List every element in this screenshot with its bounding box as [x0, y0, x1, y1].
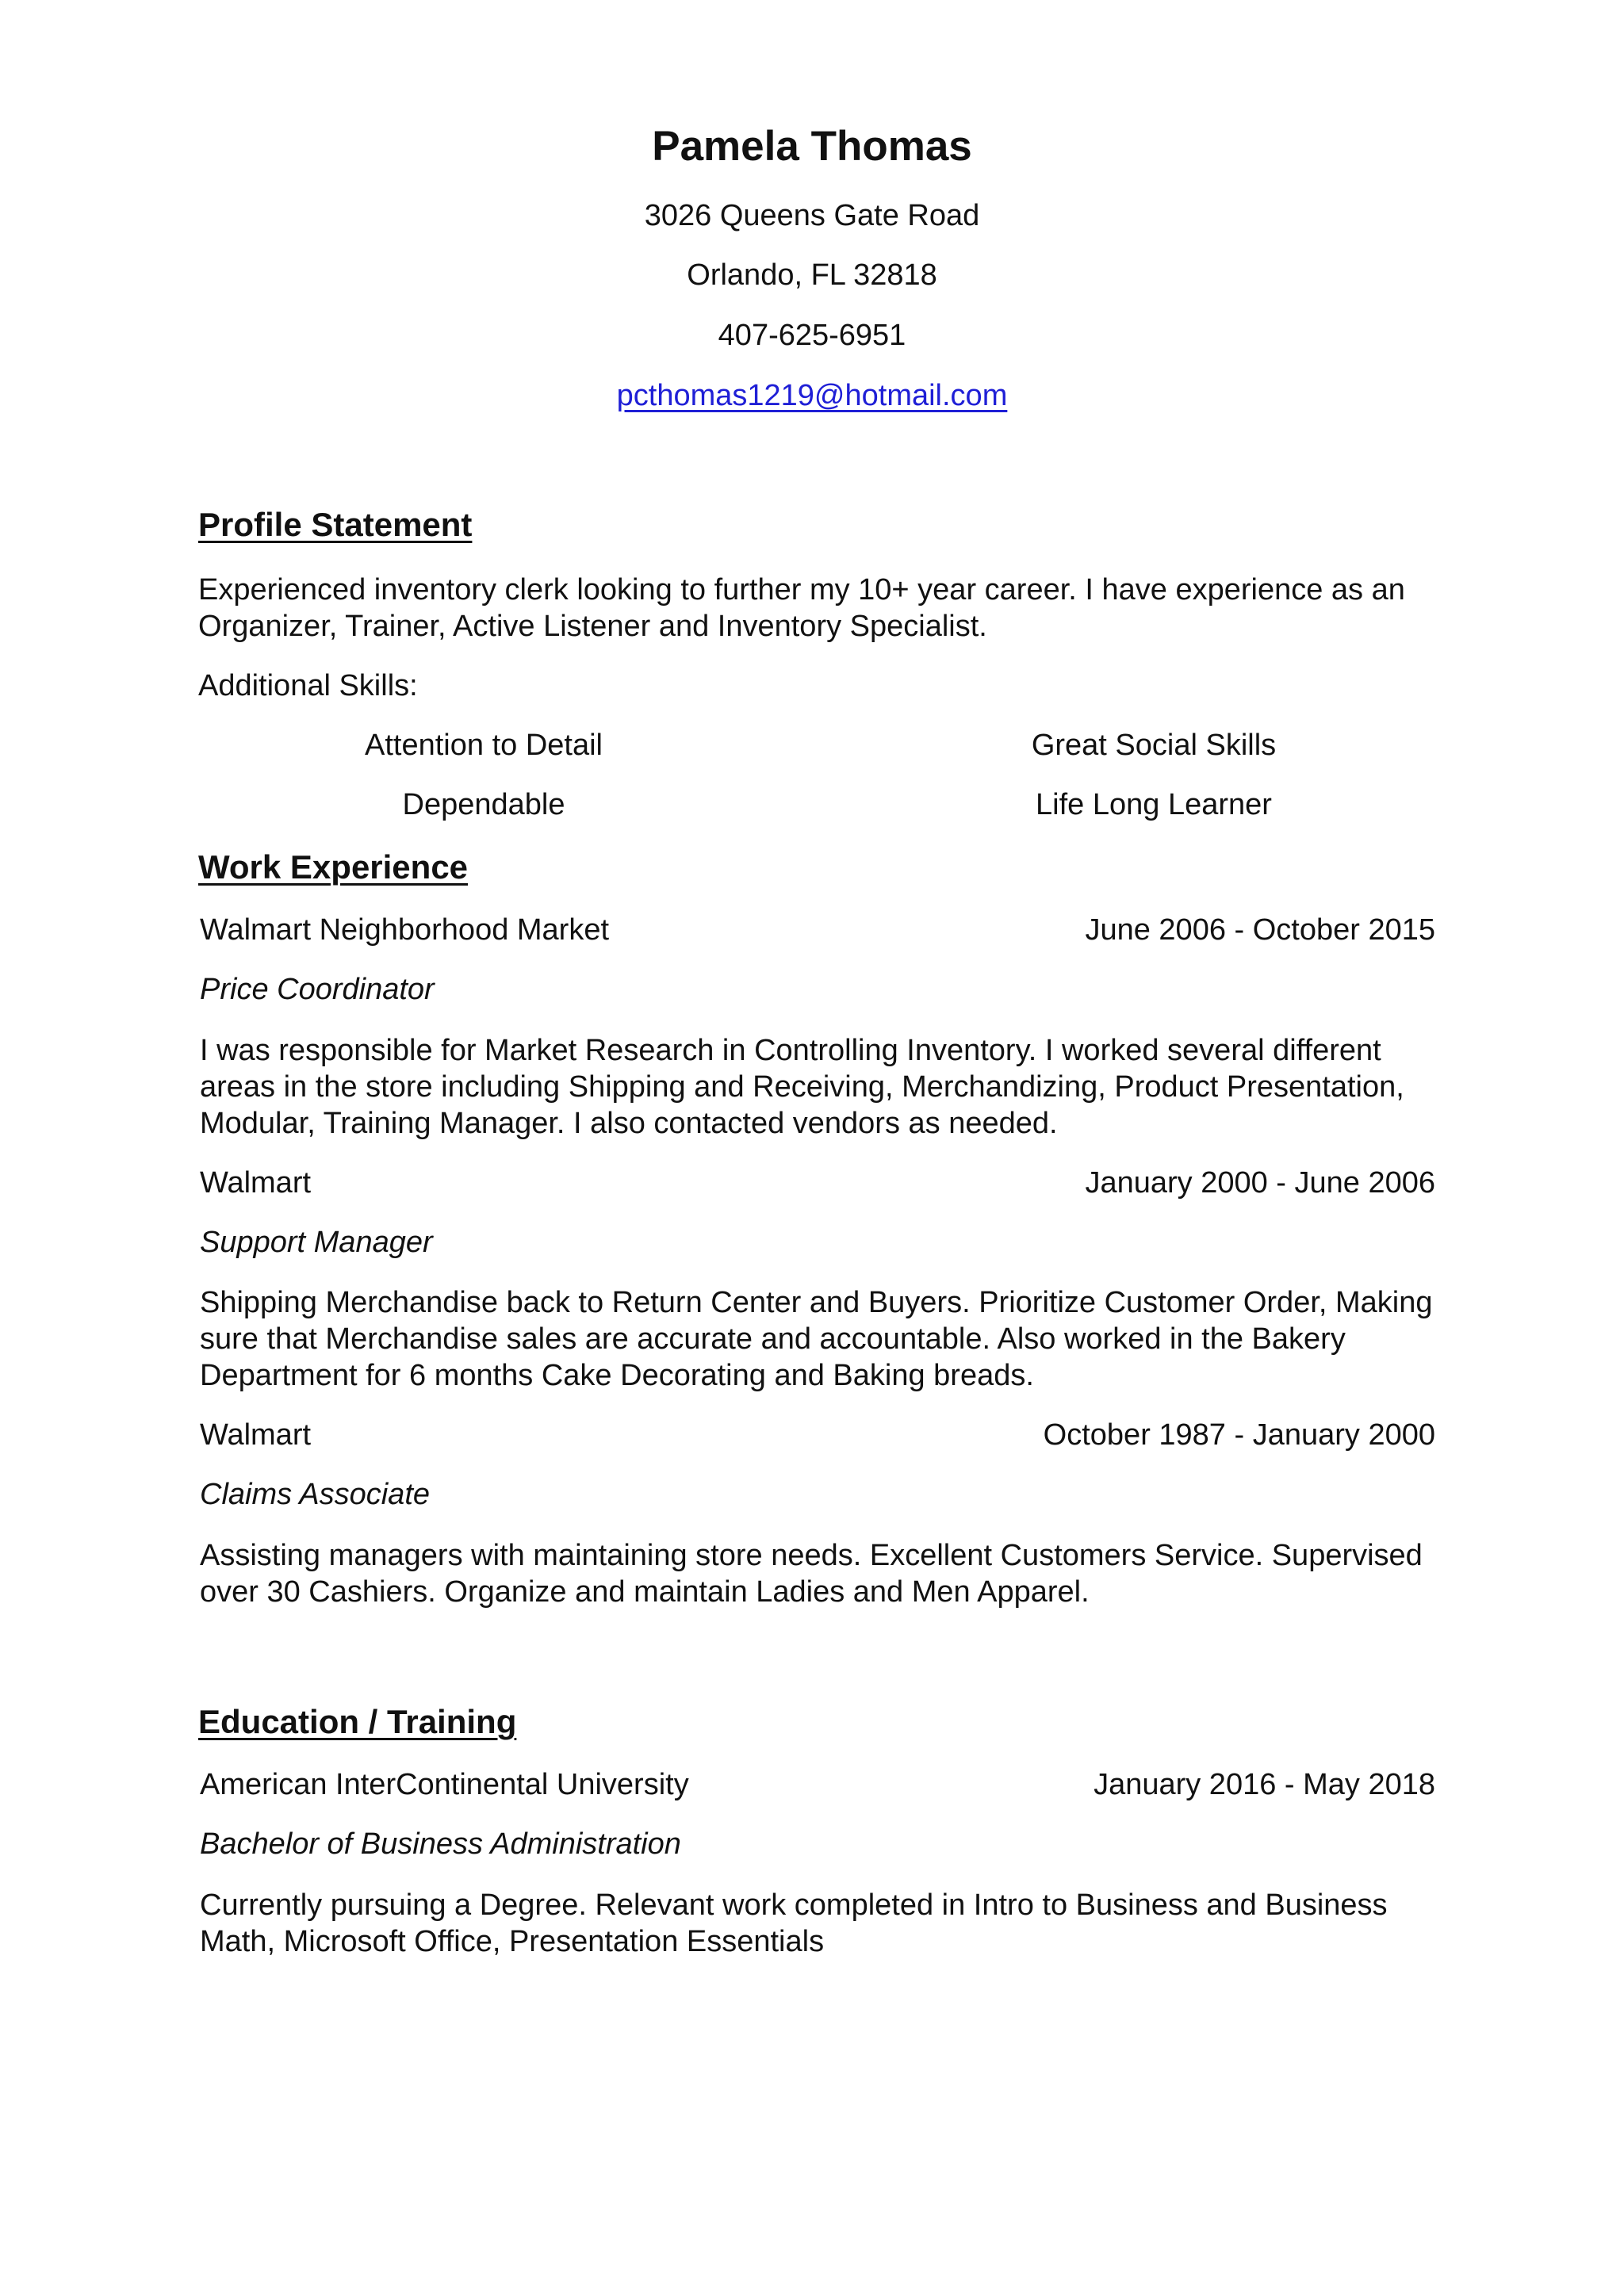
job-employer: Walmart	[200, 1166, 312, 1200]
email-line	[0, 377, 1624, 415]
education-heading: Education / Training	[198, 1703, 517, 1740]
job-employer: Walmart Neighborhood Market	[200, 913, 610, 947]
school-name: American InterContinental University	[200, 1768, 689, 1801]
email-link[interactable]: pcthomas1219@hotmail.com	[616, 379, 1008, 412]
job-description: Shipping Merchandise back to Return Center and Buyers. Prioritize Customer Order, Making sure that Merchandise sales are accurate and accountable. Also worked in the Bakery Department for 6 months Cake Decorating and Baking breads.	[200, 1286, 1433, 1392]
profile-summary: Experienced inventory clerk looking to further my 10+ year career. I have experience as an Organizer, Trainer, Active Listener and Inventory Specialist.	[198, 573, 1405, 643]
job-employer: Walmart	[200, 1418, 312, 1452]
address-line-2: Orlando, FL 32818	[687, 258, 937, 292]
address-line-1: 3026 Queens Gate Road	[644, 199, 980, 232]
job-title: Price Coordinator	[200, 973, 435, 1006]
profile-heading: Profile Statement	[198, 506, 473, 543]
job-title: Claims Associate	[200, 1478, 431, 1511]
education-dates: January 2016 - May 2018	[1094, 1768, 1435, 1801]
job-dates: January 2000 - June 2006	[1085, 1166, 1435, 1200]
degree-title: Bachelor of Business Administration	[200, 1827, 681, 1861]
job-description: I was responsible for Market Research in Controlling Inventory. I worked several different areas in the store including Shipping and Receiving, Merchandizing, Product Presentation, Modular, Training Manager. I also contacted vendors as needed.	[200, 1034, 1404, 1140]
work-heading: Work Experience	[198, 848, 469, 886]
job-dates: June 2006 - October 2015	[1085, 913, 1435, 947]
skills-label: Additional Skills:	[198, 669, 418, 702]
candidate-name: Pamela Thomas	[652, 123, 972, 170]
education-description: Currently pursuing a Degree. Relevant work completed in Intro to Business and Business Math, Microsoft Office, Presentation Essentials	[200, 1888, 1388, 1958]
skill-item: Great Social Skills	[1031, 729, 1277, 762]
job-title: Support Manager	[200, 1226, 433, 1259]
skill-item: Dependable	[402, 788, 565, 821]
phone-number: 407-625-6951	[718, 319, 906, 352]
skill-item: Life Long Learner	[1036, 788, 1272, 821]
job-description: Assisting managers with maintaining store needs. Excellent Customers Service. Supervised over 30 Cashiers. Organize and maintain Ladies and Men Apparel.	[200, 1539, 1423, 1609]
skill-item: Attention to Detail	[365, 729, 603, 762]
job-dates: October 1987 - January 2000	[1043, 1418, 1435, 1452]
